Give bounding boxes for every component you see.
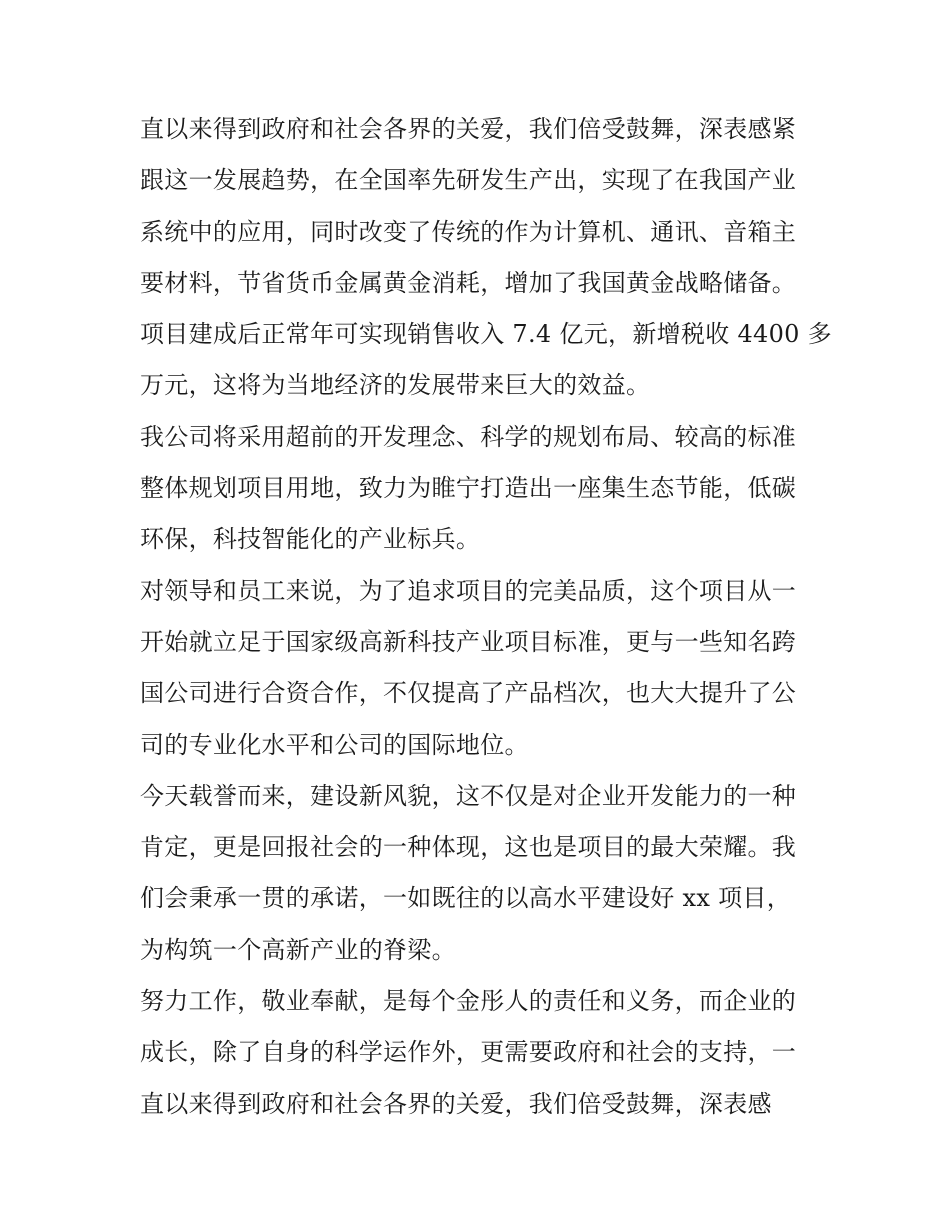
text-line: 我公司将采用超前的开发理念、科学的规划布局、较高的标准 <box>140 422 797 451</box>
text-line: 系统中的应用，同时改变了传统的作为计算机、通讯、音箱主 <box>140 217 797 246</box>
text-line: 今天载誉而来，建设新风貌，这不仅是对企业开发能力的一种 <box>140 781 797 810</box>
text-line: 努力工作，敬业奉献，是每个金彤人的责任和义务，而企业的 <box>140 987 797 1016</box>
text-line: 成长，除了自身的科学运作外，更需要政府和社会的支持，一 <box>140 1038 797 1067</box>
text-line: 直以来得到政府和社会各界的关爱，我们倍受鼓舞，深表感 <box>140 1089 772 1118</box>
text-line: 要材料，节省货币金属黄金消耗，增加了我国黄金战略储备。 <box>140 268 797 297</box>
text-line: 万元，这将为当地经济的发展带来巨大的效益。 <box>140 371 651 400</box>
body-text <box>140 104 832 1130</box>
text-line: 肯定，更是回报社会的一种体现，这也是项目的最大荣耀。我 <box>140 833 797 862</box>
text-line: 跟这一发展趋势，在全国率先研发生产出，实现了在我国产业 <box>140 166 797 195</box>
text-line: 对领导和员工来说，为了追求项目的完美品质，这个项目从一 <box>140 576 797 605</box>
text-line: 直以来得到政府和社会各界的关爱，我们倍受鼓舞，深表感紧 <box>140 115 797 143</box>
text-line: 司的专业化水平和公司的国际地位。 <box>140 730 529 759</box>
text-line: 们会秉承一贯的承诺，一如既往的以高水平建设好 xx 项目， <box>140 884 792 913</box>
text-line: 为构筑一个高新产业的脊梁。 <box>140 935 456 964</box>
text-line: 环保，科技智能化的产业标兵。 <box>140 525 481 554</box>
text-line: 开始就立足于国家级高新科技产业项目标准，更与一些知名跨 <box>140 627 797 656</box>
text-line: 项目建成后正常年可实现销售收入 7.4 亿元，新增税收 4400 多 <box>140 320 832 349</box>
text-line: 国公司进行合资合作，不仅提高了产品档次，也大大提升了公 <box>140 679 797 708</box>
text-line: 整体规划项目用地，致力为睢宁打造出一座集生态节能，低碳 <box>140 474 797 503</box>
